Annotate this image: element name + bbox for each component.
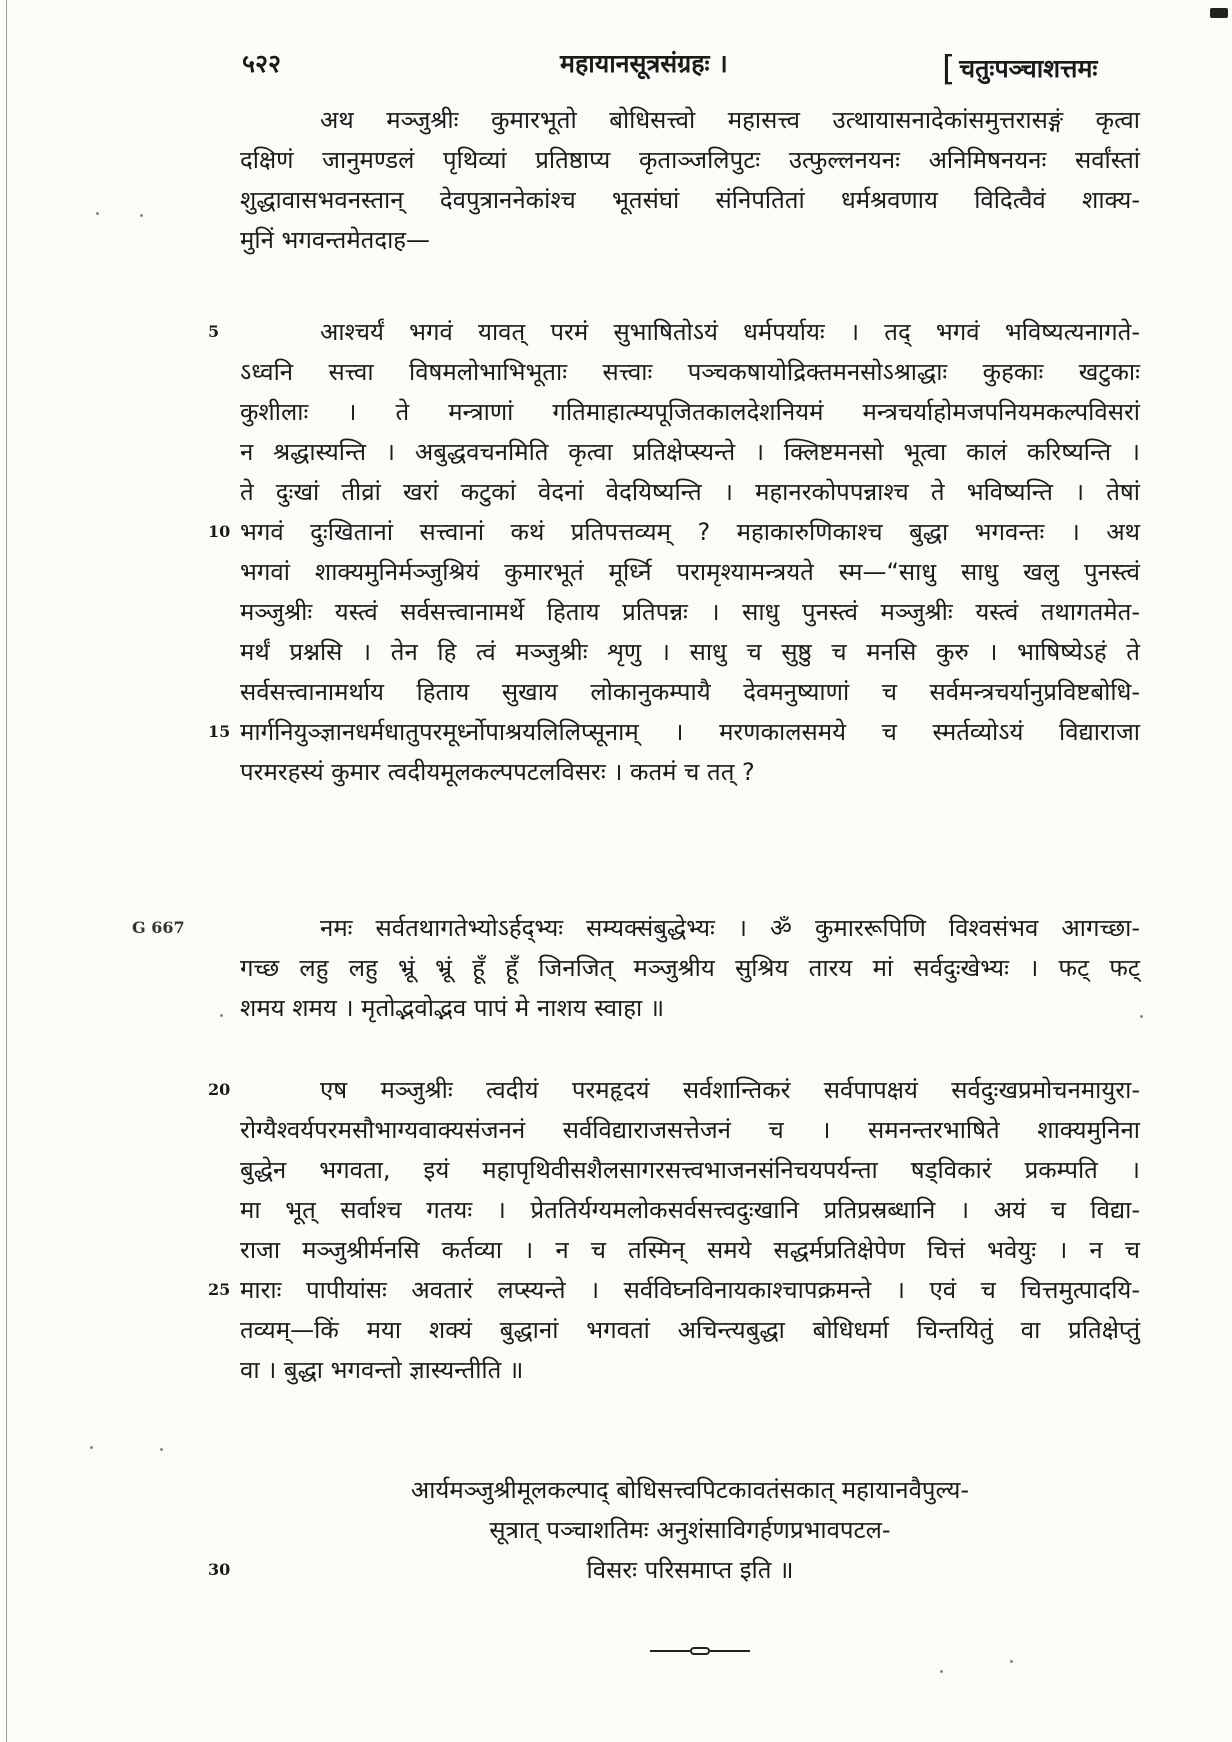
text-line xyxy=(208,312,1140,352)
text-line-content: आश्चर्यं भगवं यावत् परमं सुभाषितोऽयं धर्मपर्यायः । तद् भगवं भविष्यत्यनागते- xyxy=(320,318,1140,346)
ornament-knot xyxy=(690,1647,710,1655)
paragraph-3-mantra xyxy=(240,908,1140,1028)
line-number-25: 25 xyxy=(208,1280,231,1299)
ornament-bar-left xyxy=(650,1650,690,1652)
text-line: भगवां शाक्यमुनिर्मञ्जुश्रियं कुमारभूतं मूर्ध्नि परामृश्यामन्त्रयते स्म—“साधु साधु खलु पुनस्त्वं xyxy=(240,558,1140,586)
text-line: शुद्धावासभवनस्तान् देवपुत्राननेकांश्च भूतसंघां संनिपतितां धर्मश्रवणाय विदित्वैवं शाक्य- xyxy=(240,186,1140,214)
scan-edge-line xyxy=(6,0,7,1742)
scan-speck xyxy=(160,1448,163,1451)
text-line: मा भूत् सर्वाश्च गतयः । प्रेततिर्यग्यमलोकसर्वसत्त्वदुःखानि प्रतिप्रस्रब्धानि । अयं च विद्या- xyxy=(240,1196,1140,1224)
paragraph-2 xyxy=(208,312,1140,792)
paragraph-4 xyxy=(208,1070,1140,1390)
line-number-10: 10 xyxy=(208,522,231,541)
line-number-15: 15 xyxy=(208,722,231,741)
text-line: मञ्जुश्रीः यस्त्वं सर्वसत्त्वानामर्थे हिताय प्रतिपन्नः । साधु पुनस्त्वं मञ्जुश्रीः यस्त्वं तथागतमेत- xyxy=(240,598,1140,626)
open-bracket: [ xyxy=(942,49,956,89)
scan-speck xyxy=(1140,1015,1143,1018)
scan-speck xyxy=(940,1670,943,1673)
text-line: ऽध्वनि सत्त्वा विषमलोभाभिभूताः सत्त्वाः पञ्चकषायोद्रिक्तमनसोऽश्राद्धाः कुहकाः खटुकाः xyxy=(240,358,1140,386)
scan-speck xyxy=(96,212,99,215)
line-number-20: 20 xyxy=(208,1080,231,1099)
text-line: बुद्धेन भगवता, इयं महापृथिवीसशैलसागरसत्त्वभाजनसंनिचयपर्यन्ता षड्विकारं प्रकम्पति । xyxy=(240,1156,1140,1184)
text-line: ते दुःखां तीव्रां खरां कटुकां वेदनां वेदयिष्यन्ति । महानरकोपपन्नाश्च ते भविष्यन्ति । तेषां xyxy=(240,478,1140,506)
line-number-30: 30 xyxy=(208,1560,231,1579)
text-line: अथ मञ्जुश्रीः कुमारभूतो बोधिसत्त्वो महासत्त्व उत्थायासनादेकांसमुत्तरासङ्गं कृत्वा xyxy=(320,106,1140,134)
scan-speck xyxy=(90,1446,93,1449)
colophon-line: सूत्रात् पञ्चाशतिमः अनुशंसाविगर्हणप्रभावपटल- xyxy=(489,1516,891,1544)
text-line-content: एष मञ्जुश्रीः त्वदीयं परमहृदयं सर्वशान्तिकरं सर्वपापक्षयं सर्वदुःखप्रमोचनमायुरा- xyxy=(320,1076,1140,1104)
scan-speck xyxy=(140,214,143,217)
end-ornament xyxy=(650,1646,750,1656)
text-line xyxy=(208,1070,1140,1110)
text-line: दक्षिणं जानुमण्डलं पृथिव्यां प्रतिष्ठाप्य कृताञ्जलिपुटः उत्फुल्लनयनः अनिमिषनयनः सर्वांस्तां xyxy=(240,146,1140,174)
text-line: परमरहस्यं कुमार त्वदीयमूलकल्पपटलविसरः । कतमं च तत् ? xyxy=(240,758,755,786)
text-line: न श्रद्धास्यन्ति । अबुद्धवचनमिति कृत्वा प्रतिक्षेप्स्यन्ते । क्लिष्टमनसो भूत्वा कालं करिष्यन्ति । xyxy=(240,438,1140,466)
ornament-bar-right xyxy=(710,1650,750,1652)
text-line: कुशीलाः । ते मन्त्राणां गतिमाहात्म्यपूजितकालदेशनियमं मन्त्रचर्याहोमजपनियमकल्पविसरां xyxy=(240,398,1140,426)
text-line xyxy=(208,512,1140,552)
text-line: सर्वसत्त्वानामर्थाय हिताय सुखाय लोकानुकम्पायै देवमनुष्याणां च सर्वमन्त्रचर्यानुप्रविष्टबोधि- xyxy=(240,678,1140,706)
chapter-marker-text: चतुःपञ्चाशत्तमः xyxy=(959,54,1098,83)
text-line: शमय शमय । मृतोद्भवोद्भव पापं मे नाशय स्वाहा ॥ xyxy=(240,994,665,1022)
text-line: मर्थं प्रश्नसि । तेन हि त्वं मञ्जुश्रीः शृणु । साधु च सुष्ठु च मनसि कुरु । भाषिष्येऽहं ते xyxy=(240,638,1140,666)
text-line: राजा मञ्जुश्रीर्मनसि कर्तव्या । न च तस्मिन् समये सद्धर्मप्रतिक्षेपेण चित्तं भवेयुः । न च xyxy=(240,1236,1140,1264)
colophon-line: आर्यमञ्जुश्रीमूलकल्पाद् बोधिसत्त्वपिटकावतंसकात् महायानवैपुल्य- xyxy=(410,1476,970,1504)
line-number-5: 5 xyxy=(208,322,220,341)
chapter-marker xyxy=(942,46,1098,89)
colophon-line-content: विसरः परिसमाप्त इति ॥ xyxy=(586,1556,794,1584)
margin-reference: G 667 xyxy=(132,918,185,937)
running-title: महायानसूत्रसंग्रहः । xyxy=(560,49,728,78)
scan-speck xyxy=(220,1014,223,1017)
paragraph-1 xyxy=(240,100,1140,260)
text-line xyxy=(208,1270,1140,1310)
text-line xyxy=(208,712,1140,752)
text-line-content: मार्गनियुञ्ज्ञानधर्मधातुपरमूर्ध्नोपाश्रयलिलिप्सूनाम् । मरणकालसमये च स्मर्तव्योऽयं विद्याराजा xyxy=(240,718,1140,746)
colophon xyxy=(208,1470,1140,1590)
text-line-content: भगवं दुःखितानां सत्त्वानां कथं प्रतिपत्तव्यम् ? महाकारुणिकाश्च बुद्धा भगवन्तः । अथ xyxy=(240,518,1140,546)
text-line-content: माराः पापीयांसः अवतारं लप्स्यन्ते । सर्वविघ्नविनायकाश्चापक्रमन्ते । एवं च चित्तमुत्पादयि- xyxy=(240,1276,1140,1304)
corner-ink-mark xyxy=(1210,8,1228,18)
text-line: तव्यम्—किं मया शक्यं बुद्धानां भगवतां अचिन्त्यबुद्धा बोधिधर्मा चिन्तयितुं वा प्रतिक्षेप्तुं xyxy=(240,1316,1140,1344)
text-line: मुनिं भगवन्तमेतदाह— xyxy=(240,226,431,254)
colophon-line xyxy=(208,1550,1140,1590)
page-number: ५२२ xyxy=(242,49,282,78)
scan-speck xyxy=(1010,1660,1013,1663)
text-line: रोग्यैश्वर्यपरमसौभाग्यवाक्यसंजननं सर्वविद्याराजसत्तेजनं च । समनन्तरभाषिते शाक्यमुनिना xyxy=(240,1116,1140,1144)
running-header xyxy=(0,46,1232,89)
text-line: वा । बुद्धा भगवन्तो ज्ञास्यन्तीति ॥ xyxy=(240,1356,524,1384)
text-line: गच्छ लहु लहु भ्रूं भ्रूं हूँ हूँ जिनजित् मञ्जुश्रीय सुश्रिय तारय मां सर्वदुःखेभ्यः । फट् फट् xyxy=(240,954,1140,982)
text-line: नमः सर्वतथागतेभ्योऽर्हद्भ्यः सम्यक्संबुद्धेभ्यः । ॐ कुमाररूपिणि विश्वसंभव आगच्छा- xyxy=(320,914,1140,942)
